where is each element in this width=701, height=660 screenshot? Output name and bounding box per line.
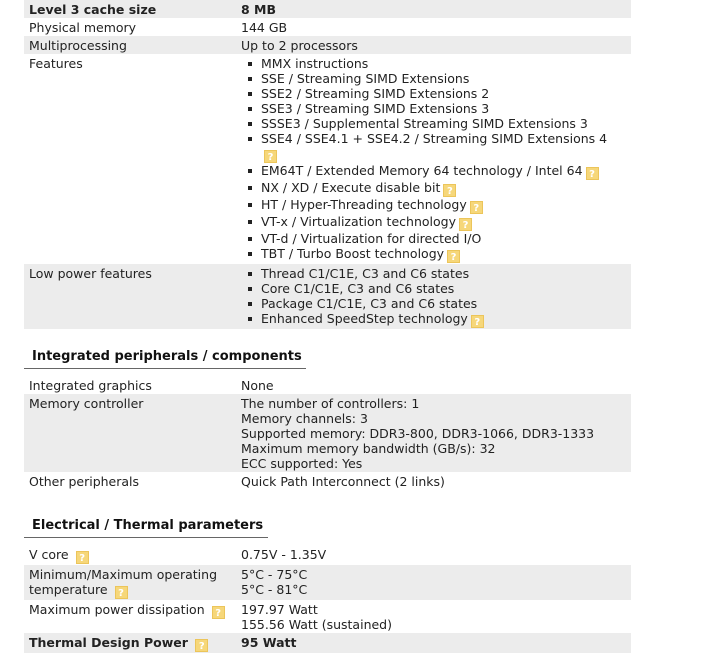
list-item: TBT / Turbo Boost technology ? <box>256 246 626 263</box>
list-item: NX / XD / Execute disable bit ? <box>256 180 626 197</box>
spec-label: Minimum/Maximum operating temperature ? <box>24 565 236 600</box>
spec-row-temperature <box>24 565 631 600</box>
spec-label: Multiprocessing <box>24 36 236 54</box>
spec-value: 8 MB <box>236 0 631 18</box>
spec-value: The number of controllers: 1 Memory channels: 3 Supported memory: DDR3-800, DDR3-1066, DDR3-1333 Maximum memory bandwidth (GB/s): 32 ECC supported: Yes <box>236 394 631 472</box>
spec-row-power-dissipation <box>24 600 631 633</box>
list-item: EM64T / Extended Memory 64 technology / Intel 64 ? <box>256 163 626 180</box>
features-list <box>241 56 626 263</box>
spec-row-other-peripherals <box>24 472 631 490</box>
list-item: SSE3 / Streaming SIMD Extensions 3 <box>256 101 626 116</box>
section-divider <box>24 368 306 369</box>
list-item: Core C1/C1E, C3 and C6 states <box>256 281 626 296</box>
spec-value: 5°C - 75°C 5°C - 81°C <box>236 565 631 600</box>
low-power-list <box>241 266 626 328</box>
spec-row-l3-cache <box>24 0 631 18</box>
section-title-electrical: Electrical / Thermal parameters <box>32 518 264 533</box>
electrical-table <box>24 545 631 653</box>
spec-label: Low power features <box>24 264 236 329</box>
spec-row-low-power <box>24 264 631 329</box>
help-icon[interactable]: ? <box>264 150 277 163</box>
section-divider <box>24 537 268 538</box>
list-item: SSSE3 / Supplemental Streaming SIMD Extensions 3 <box>256 116 626 131</box>
help-icon[interactable]: ? <box>76 551 89 564</box>
list-item: SSE2 / Streaming SIMD Extensions 2 <box>256 86 626 101</box>
spec-value: 95 Watt <box>236 633 631 653</box>
peripherals-table <box>24 376 631 490</box>
help-icon[interactable]: ? <box>443 184 456 197</box>
spec-value <box>236 54 631 264</box>
spec-label: Level 3 cache size <box>24 0 236 18</box>
help-icon[interactable]: ? <box>459 218 472 231</box>
list-item: SSE / Streaming SIMD Extensions <box>256 71 626 86</box>
spec-value <box>236 264 631 329</box>
spec-label: Memory controller <box>24 394 236 472</box>
spec-value: 197.97 Watt 155.56 Watt (sustained) <box>241 602 392 632</box>
list-item: HT / Hyper-Threading technology ? <box>256 197 626 214</box>
spec-row-memory-controller <box>24 394 631 472</box>
spec-row-integrated-graphics <box>24 376 631 394</box>
spec-row-multiprocessing <box>24 36 631 54</box>
spec-label: Maximum power dissipation ? <box>24 600 236 633</box>
help-icon[interactable]: ? <box>195 639 208 652</box>
help-icon[interactable]: ? <box>470 201 483 214</box>
help-icon[interactable]: ? <box>115 586 128 599</box>
list-item: Enhanced SpeedStep technology ? <box>256 311 626 328</box>
spec-label: Physical memory <box>29 20 137 35</box>
cpu-features-table <box>24 0 631 329</box>
list-item: VT-x / Virtualization technology ? <box>256 214 626 231</box>
list-item: Thread C1/C1E, C3 and C6 states <box>256 266 626 281</box>
spec-label: Other peripherals <box>29 474 140 489</box>
list-item: Package C1/C1E, C3 and C6 states <box>256 296 626 311</box>
spec-value: 144 GB <box>241 20 288 35</box>
help-icon[interactable]: ? <box>212 606 225 619</box>
spec-value: Up to 2 processors <box>236 36 631 54</box>
help-icon[interactable]: ? <box>471 315 484 328</box>
spec-label: Integrated graphics <box>29 378 152 393</box>
spec-value: None <box>241 378 274 393</box>
help-icon[interactable]: ? <box>447 250 460 263</box>
spec-row-features <box>24 54 631 264</box>
list-item: MMX instructions <box>256 56 626 71</box>
spec-label: Features <box>29 56 83 71</box>
spec-row-vcore <box>24 545 631 565</box>
spec-row-physical-memory <box>24 18 631 36</box>
spec-value: 0.75V - 1.35V <box>241 547 327 562</box>
list-item: SSE4 / SSE4.1 + SSE4.2 / Streaming SIMD Extensions 4 ? <box>256 131 626 163</box>
spec-label: Thermal Design Power ? <box>24 633 236 653</box>
spec-label: V core ? <box>24 545 236 565</box>
list-item: VT-d / Virtualization for directed I/O <box>256 231 626 246</box>
spec-value: Quick Path Interconnect (2 links) <box>241 474 445 489</box>
section-title-peripherals: Integrated peripherals / components <box>32 349 302 364</box>
help-icon[interactable]: ? <box>586 167 599 180</box>
spec-row-tdp <box>24 633 631 653</box>
